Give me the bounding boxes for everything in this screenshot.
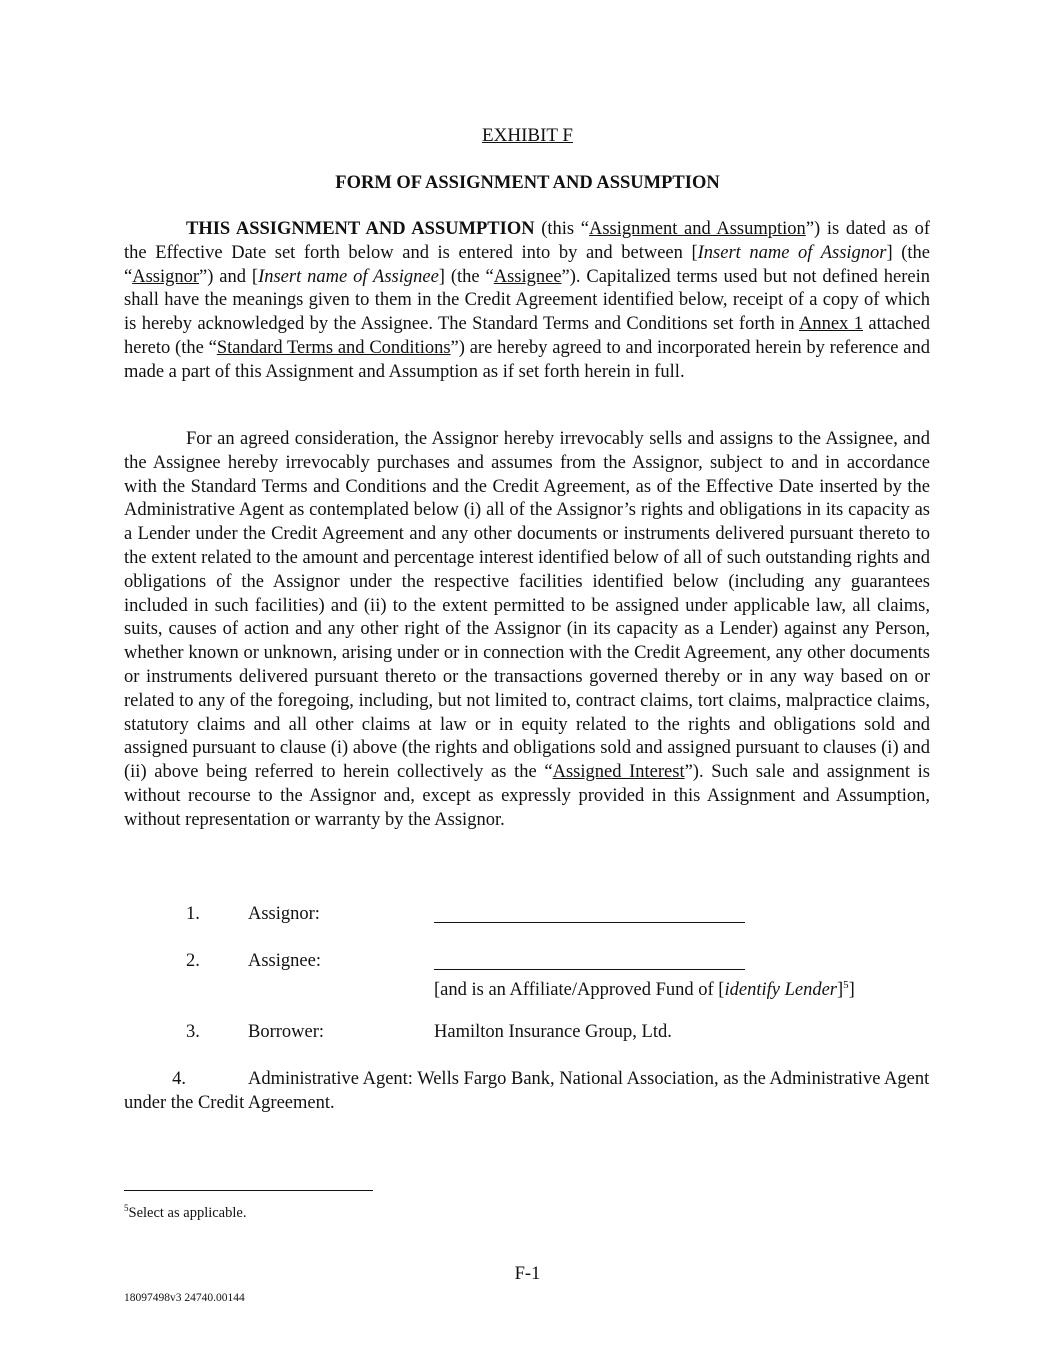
defined-term-assignment: Assignment and Assumption	[589, 219, 806, 239]
intro-text: (this “	[534, 219, 589, 239]
affiliate-note	[434, 973, 855, 1002]
intro-text: ] (the “	[438, 266, 494, 287]
defined-term-standard-terms: Standard Terms and Conditions	[216, 337, 451, 358]
intro-text: ”) and [	[199, 266, 259, 287]
item-borrower	[0, 1020, 1055, 1050]
footnote-separator	[124, 1190, 373, 1191]
defined-term-assignee: Assignee	[493, 266, 562, 287]
assignee-blank-line	[434, 969, 745, 970]
item-assignee	[0, 949, 1055, 999]
item-number: 2.	[186, 951, 200, 971]
consideration-text: ”). Such sale and assignment is without recourse to the Assignor and, except as expressly provided in this Assignment and Assumption, without representation or warranty by the Assignor.	[124, 762, 930, 830]
intro-text: ] (the “	[124, 242, 931, 287]
borrower-name: Hamilton Insurance Group, Ltd.	[434, 1022, 672, 1042]
footnote-number: 5	[124, 1203, 129, 1213]
item-number: 4.	[172, 1069, 186, 1089]
intro-text: ”). Capitalized terms used but not defined herein shall have the meanings given to them in the Credit Agreement identified below, receipt of a copy of which is hereby acknowledged by the Assignee. The Standard Terms and Conditions set forth in	[124, 266, 930, 335]
intro-paragraph	[124, 218, 930, 385]
item-assignor	[0, 902, 1055, 932]
footnote	[124, 1203, 246, 1222]
affiliate-note-text: [and is an Affiliate/Approved Fund of [	[434, 980, 725, 1001]
placeholder-assignee: Insert name of Assignee	[258, 266, 439, 287]
consideration-paragraph	[124, 428, 930, 833]
item-number: 1.	[186, 904, 200, 924]
exhibit-heading: EXHIBIT F	[482, 125, 573, 146]
intro-text: ”) is dated as of the Effective Date set forth below and is entered into by and between [	[124, 219, 930, 263]
assignor-blank-line	[434, 922, 745, 923]
item-number: 3.	[186, 1022, 200, 1042]
item-label: Administrative Agent:	[248, 1069, 413, 1089]
footnote-text: Select as applicable.	[128, 1204, 247, 1221]
intro-text: ”) are hereby agreed to and incorporated herein by reference and made a part of this Assignment and Assumption as if set forth herein in full.	[124, 337, 930, 382]
defined-term-assigned-interest: Assigned Interest	[552, 762, 685, 783]
placeholder-assignor: Insert name of Assignor	[697, 242, 887, 263]
affiliate-note-text: ]	[848, 980, 855, 1001]
annex-reference: Annex 1	[799, 314, 863, 335]
item-label: Assignor:	[248, 904, 320, 924]
footnote-marker: 5	[843, 979, 849, 991]
form-title: FORM OF ASSIGNMENT AND ASSUMPTION	[335, 173, 720, 193]
item-label: Assignee:	[248, 951, 321, 971]
intro-lead: THIS ASSIGNMENT AND ASSUMPTION	[186, 219, 535, 239]
consideration-text: For an agreed consideration, the Assignor hereby irrevocably sells and assigns to the Assignee, and the Assignee hereby irrevocably purchases and assumes from the Assignor, subject to and in accordance with the Standard Terms and Conditions and the Credit Agreement, as of the Effective Date inserted by the Administrative Agent as contemplated below (i) all of the Assignor’s rights and obligations in its capacity as a Lender under the Credit Agreement and any other documents or instruments delivered pursuant thereto to the extent related to the amount and percentage interest identified below of all of such outstanding rights and obligations of the Assignor under the respective facilities identified below (including any guarantees included in such facilities) and (ii) to the extent permitted to be assigned under applicable law, all claims, suits, causes of action and any other right of the Assignor (in its capacity as a Lender) against any Person, whether known or unknown, arising under or in connection with the Credit Agreement, any other documents or instruments delivered pursuant thereto or the transactions governed thereby or in any way based on or related to any of the foregoing, including, but not limited to, contract claims, tort claims, malpractice claims, statutory claims and all other claims at law or in equity related to the rights and obligations sold and assigned pursuant to clause (i) above (the rights and obligations sold and assigned pursuant to clauses (i) and (ii) above being referred to herein collectively as the “	[124, 429, 930, 783]
intro-text: attached hereto (the “	[124, 314, 931, 358]
affiliate-note-placeholder: identify Lender	[724, 980, 837, 1001]
affiliate-note-text: ]	[837, 980, 844, 1001]
page-number: F-1	[514, 1264, 541, 1284]
item-administrative-agent	[124, 1067, 930, 1115]
document-id: 18097498v3 24740.00144	[124, 1292, 245, 1304]
item-label: Borrower:	[248, 1022, 325, 1042]
agent-name: Wells Fargo Bank, National Association, as the Administrative Agent under the Credit Agreement.	[124, 1069, 930, 1113]
defined-term-assignor: Assignor	[132, 266, 200, 287]
